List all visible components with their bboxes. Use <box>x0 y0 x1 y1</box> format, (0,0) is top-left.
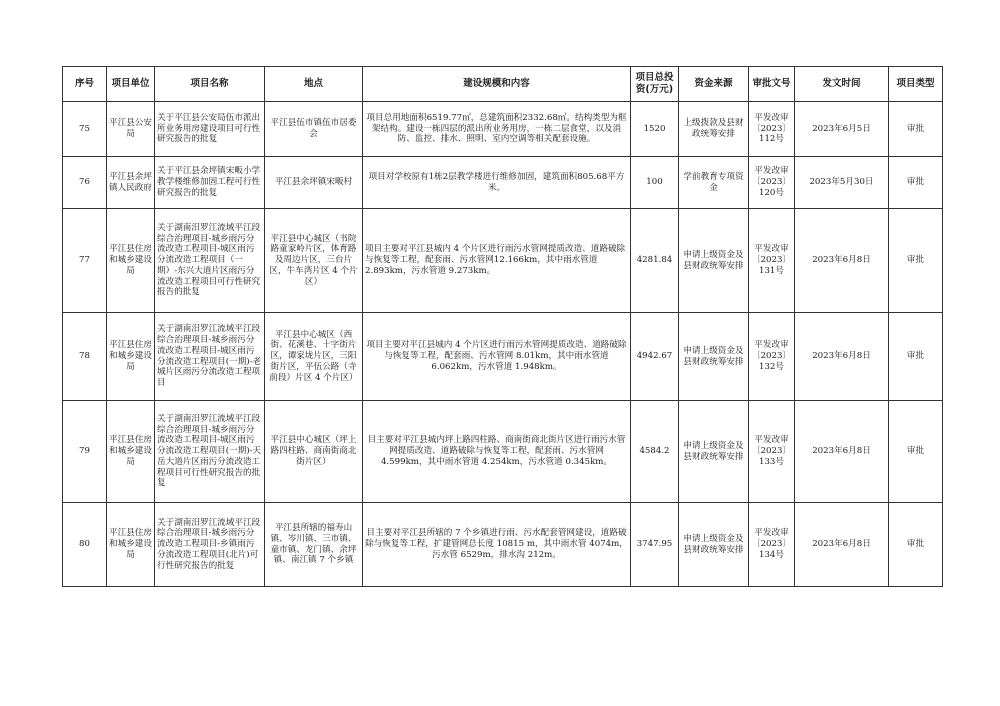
cell-approval-no: 平发改审〔2023〕132号 <box>749 313 795 401</box>
cell-issue-date: 2023年5月30日 <box>795 157 889 209</box>
cell-unit: 平江县余坪镇人民政府 <box>107 157 155 209</box>
cell-type: 审批 <box>889 209 943 313</box>
cell-invest: 100 <box>631 157 679 209</box>
cell-seq: 80 <box>63 503 107 587</box>
header-fund: 资金来源 <box>679 67 749 102</box>
cell-fund: 学前教育专项资金 <box>679 157 749 209</box>
header-location: 地点 <box>265 67 363 102</box>
cell-scope: 项目总用地面积6519.77㎡，总建筑面积2332.68㎡。结构类型为框架结构。建设一栋四层的派出所业务用房，一栋二层食堂，以及消防、监控、排水、照明、室内空调等相关配套设施。 <box>363 102 631 157</box>
cell-scope: 项目主要对平江县城内 4 个片区进行雨污水管网提质改造、道路破除与恢复等工程，配套雨、污水管网12.166km，其中雨水管道 2.893km，污水管道 9.273km。 <box>363 209 631 313</box>
cell-location: 平江县所辖的福寿山镇、岑川镇、三市镇、童市镇、龙门镇、余坪镇、南江镇 7 个乡镇 <box>265 503 363 587</box>
cell-invest: 4281.84 <box>631 209 679 313</box>
project-approval-table <box>62 66 943 587</box>
cell-approval-no: 平发改审〔2023〕112号 <box>749 102 795 157</box>
cell-issue-date: 2023年6月8日 <box>795 503 889 587</box>
cell-name: 关于湖南汨罗江流域平江段综合治理项目-城乡雨污分流改造工程项目-乡镇雨污分流改造工程项目(北片)可行性研究报告的批复 <box>155 503 265 587</box>
table-row <box>63 209 943 313</box>
cell-location: 平江县中心城区（西街、花溪巷、十字街片区，谭家垅片区，三阳街片区，平伍公路（寺前段）片区 4 个片区） <box>265 313 363 401</box>
cell-seq: 79 <box>63 401 107 503</box>
cell-fund: 申请上级资金及县财政统筹安排 <box>679 209 749 313</box>
header-issue-date: 发文时间 <box>795 67 889 102</box>
cell-type: 审批 <box>889 401 943 503</box>
cell-name: 关于平江县余坪镇宋畈小学教学楼维修加固工程可行性研究报告的批复 <box>155 157 265 209</box>
cell-fund: 申请上级资金及县财政统筹安排 <box>679 401 749 503</box>
cell-name: 关于湖南汨罗江流域平江段综合治理项目-城乡雨污分流改造工程项目-城区雨污分流改造工程项目(一期)-老城片区雨污分流改造工程项目 <box>155 313 265 401</box>
cell-type: 审批 <box>889 503 943 587</box>
cell-invest: 4942.67 <box>631 313 679 401</box>
cell-approval-no: 平发改审〔2023〕131号 <box>749 209 795 313</box>
header-name: 项目名称 <box>155 67 265 102</box>
cell-seq: 76 <box>63 157 107 209</box>
header-row <box>63 67 943 102</box>
cell-fund: 上级拨款及县财政统筹安排 <box>679 102 749 157</box>
cell-issue-date: 2023年6月5日 <box>795 102 889 157</box>
cell-invest: 3747.95 <box>631 503 679 587</box>
cell-unit: 平江县住房和城乡建设局 <box>107 503 155 587</box>
cell-invest: 4584.2 <box>631 401 679 503</box>
cell-type: 审批 <box>889 102 943 157</box>
table-row <box>63 401 943 503</box>
table-row <box>63 503 943 587</box>
cell-type: 审批 <box>889 157 943 209</box>
cell-invest: 1520 <box>631 102 679 157</box>
header-seq: 序号 <box>63 67 107 102</box>
table-row <box>63 157 943 209</box>
header-approval-no: 审批文号 <box>749 67 795 102</box>
cell-issue-date: 2023年6月8日 <box>795 313 889 401</box>
header-invest: 项目总投资(万元) <box>631 67 679 102</box>
cell-unit: 平江县住房和城乡建设局 <box>107 401 155 503</box>
cell-scope: 项目对学校原有1栋2层教学楼进行维修加固，建筑面积805.68平方米。 <box>363 157 631 209</box>
cell-name: 关于湖南汨罗江流域平江段综合治理项目-城乡雨污分流改造工程项目-城区雨污分流改造工程项目(一期)-天岳大道片区雨污分流改造工程项目可行性研究报告的批复 <box>155 401 265 503</box>
cell-unit: 平江县公安局 <box>107 102 155 157</box>
cell-name: 关于平江县公安局伍市派出所业务用房建设项目可行性研究报告的批复 <box>155 102 265 157</box>
cell-seq: 78 <box>63 313 107 401</box>
cell-unit: 平江县住房和城乡建设局 <box>107 313 155 401</box>
cell-issue-date: 2023年6月8日 <box>795 401 889 503</box>
cell-type: 审批 <box>889 313 943 401</box>
cell-seq: 75 <box>63 102 107 157</box>
cell-location: 平江县余坪镇宋畈村 <box>265 157 363 209</box>
cell-approval-no: 平发改审〔2023〕120号 <box>749 157 795 209</box>
table-row <box>63 313 943 401</box>
cell-scope: 项目主要对平江县城内 4 个片区进行雨污水管网提质改造、道路破除与恢复等工程，配套雨、污水管网 8.01km，其中雨水管道 6.062km，污水管道 1.948km。 <box>363 313 631 401</box>
cell-approval-no: 平发改审〔2023〕134号 <box>749 503 795 587</box>
cell-scope: 目主要对平江县所辖的 7 个乡镇进行雨、污水配套管网建设，道路破除与恢复等工程，扩建管网总长度 10815 m，其中雨水管 4074m，污水管 6529m，排水沟 212m。 <box>363 503 631 587</box>
cell-approval-no: 平发改审〔2023〕133号 <box>749 401 795 503</box>
table-row <box>63 102 943 157</box>
cell-location: 平江县中心城区（坪上路四柱路、商南街商北街片区） <box>265 401 363 503</box>
cell-location: 平江县伍市镇伍市居委会 <box>265 102 363 157</box>
cell-fund: 申请上级资金及县财政统筹安排 <box>679 503 749 587</box>
cell-unit: 平江县住房和城乡建设局 <box>107 209 155 313</box>
cell-scope: 目主要对平江县城内坪上路四柱路、商南街商北街片区进行雨污水管网提质改造、道路破除与恢复等工程，配套雨、污水管网 4.599km，其中雨水管道 4.254km，污水管道 0.345km。 <box>363 401 631 503</box>
cell-location: 平江县中心城区（书院路童家岭片区，体育路及周边片区，三台片区，牛车湾片区 4 个片区） <box>265 209 363 313</box>
header-scope: 建设规模和内容 <box>363 67 631 102</box>
cell-name: 关于湖南汨罗江流域平江段综合治理项目-城乡雨污分流改造工程项目-城区雨污分流改造工程项目（一期）-东兴大道片区雨污分流改造工程项目可行性研究报告的批复 <box>155 209 265 313</box>
header-unit: 项目单位 <box>107 67 155 102</box>
cell-seq: 77 <box>63 209 107 313</box>
cell-fund: 申请上级资金及县财政统筹安排 <box>679 313 749 401</box>
header-type: 项目类型 <box>889 67 943 102</box>
cell-issue-date: 2023年6月8日 <box>795 209 889 313</box>
